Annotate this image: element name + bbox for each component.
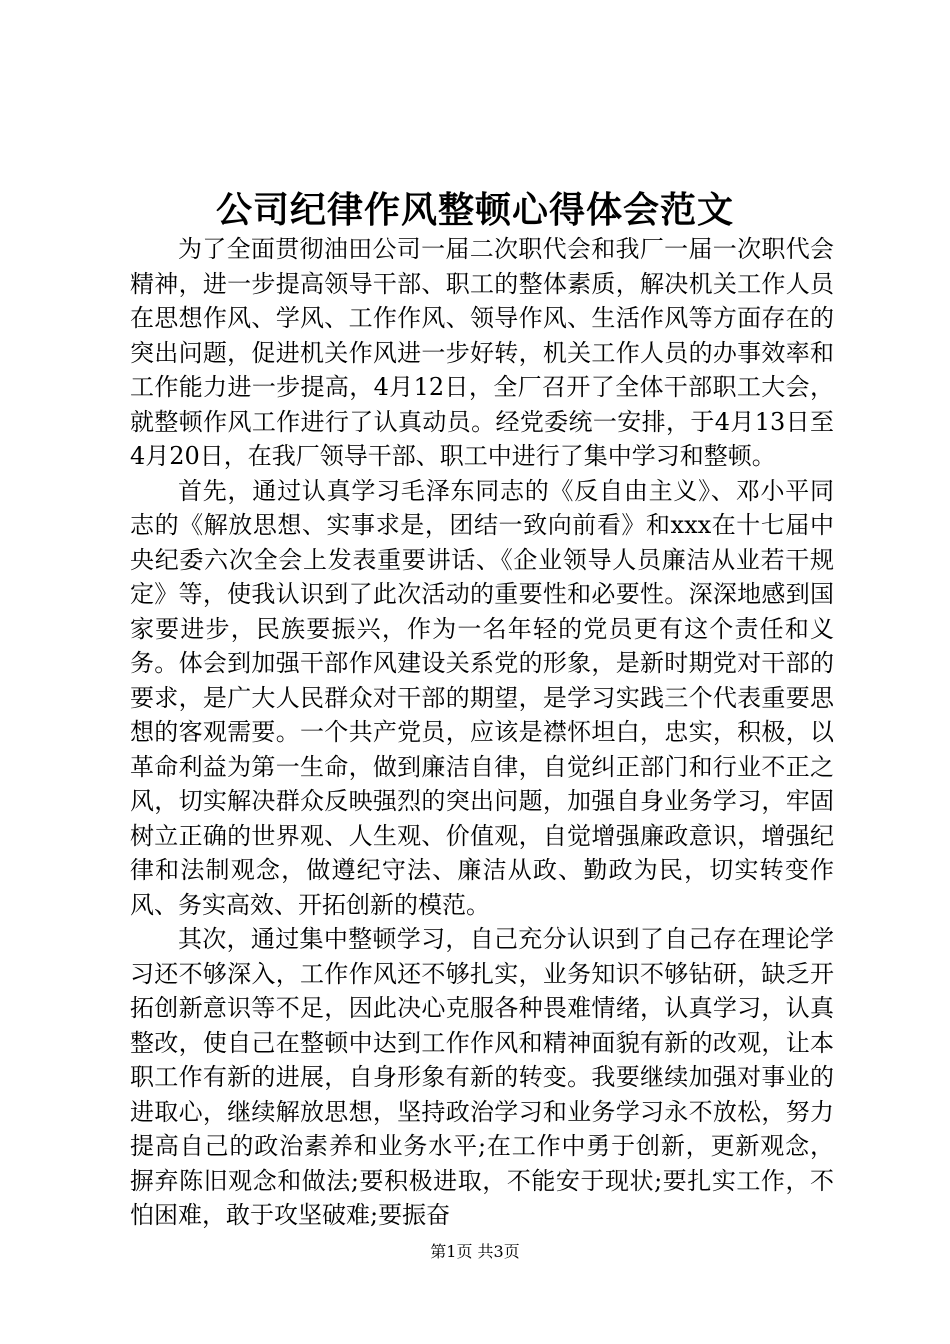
document-title: 公司纪律作风整顿心得体会范文 xyxy=(215,189,734,231)
document-body xyxy=(130,232,834,1233)
page-number-footer: 第1页 共3页 xyxy=(430,1242,520,1261)
paragraph-3: 其次，通过集中整顿学习，自己充分认识到了自己存在理论学习还不够深入，工作作风还不够扎实，业务知识不够钻研，缺乏开拓创新意识等不足，因此决心克服各种畏难情绪，认真学习，认真整改，使自己在整顿中达到工作作风和精神面貌有新的改观，让本职工作有新的进展，自身形象有新的转变。我要继续加强对事业的进取心，继续解放思想，坚持政治学习和业务学习永不放松，努力提高自己的政治素养和业务水平;在工作中勇于创新，更新观念，摒弃陈旧观念和做法;要积极进取，不能安于现状;要扎实工作，不怕困难，敢于攻坚破难;要振奋 xyxy=(130,925,834,1229)
paragraph-1: 为了全面贯彻油田公司一届二次职代会和我厂一届一次职代会精神，进一步提高领导干部、职工的整体素质，解决机关工作人员在思想作风、学风、工作作风、领导作风、生活作风等方面存在的突出问题，促进机关作风进一步好转，机关工作人员的办事效率和工作能力进一步提高，4月12日，全厂召开了全体干部职工大会，就整顿作风工作进行了认真动员。经党委统一安排，于4月13日至4月20日，在我厂领导干部、职工中进行了集中学习和整顿。 xyxy=(130,235,834,470)
paragraph-2: 首先，通过认真学习毛泽东同志的《反自由主义》、邓小平同志的《解放思想、实事求是，团结一致向前看》和xxx在十七届中央纪委六次全会上发表重要讲话、《企业领导人员廉洁从业若干规定》等，使我认识到了此次活动的重要性和必要性。深深地感到国家要进步，民族要振兴，作为一名年轻的党员更有这个责任和义务。体会到加强干部作风建设关系党的形象，是新时期党对干部的要求，是广大人民群众对干部的期望，是学习实践三个代表重要思想的客观需要。一个共产党员，应该是襟怀坦白，忠实，积极，以革命利益为第一生命，做到廉洁自律，自觉纠正部门和行业不正之风，切实解决群众反映强烈的突出问题，加强自身业务学习，牢固树立正确的世界观、人生观、价值观，自觉增强廉政意识，增强纪律和法制观念，做遵纪守法、廉洁从政、勤政为民，切实转变作风、务实高效、开拓创新的模范。 xyxy=(130,476,834,919)
